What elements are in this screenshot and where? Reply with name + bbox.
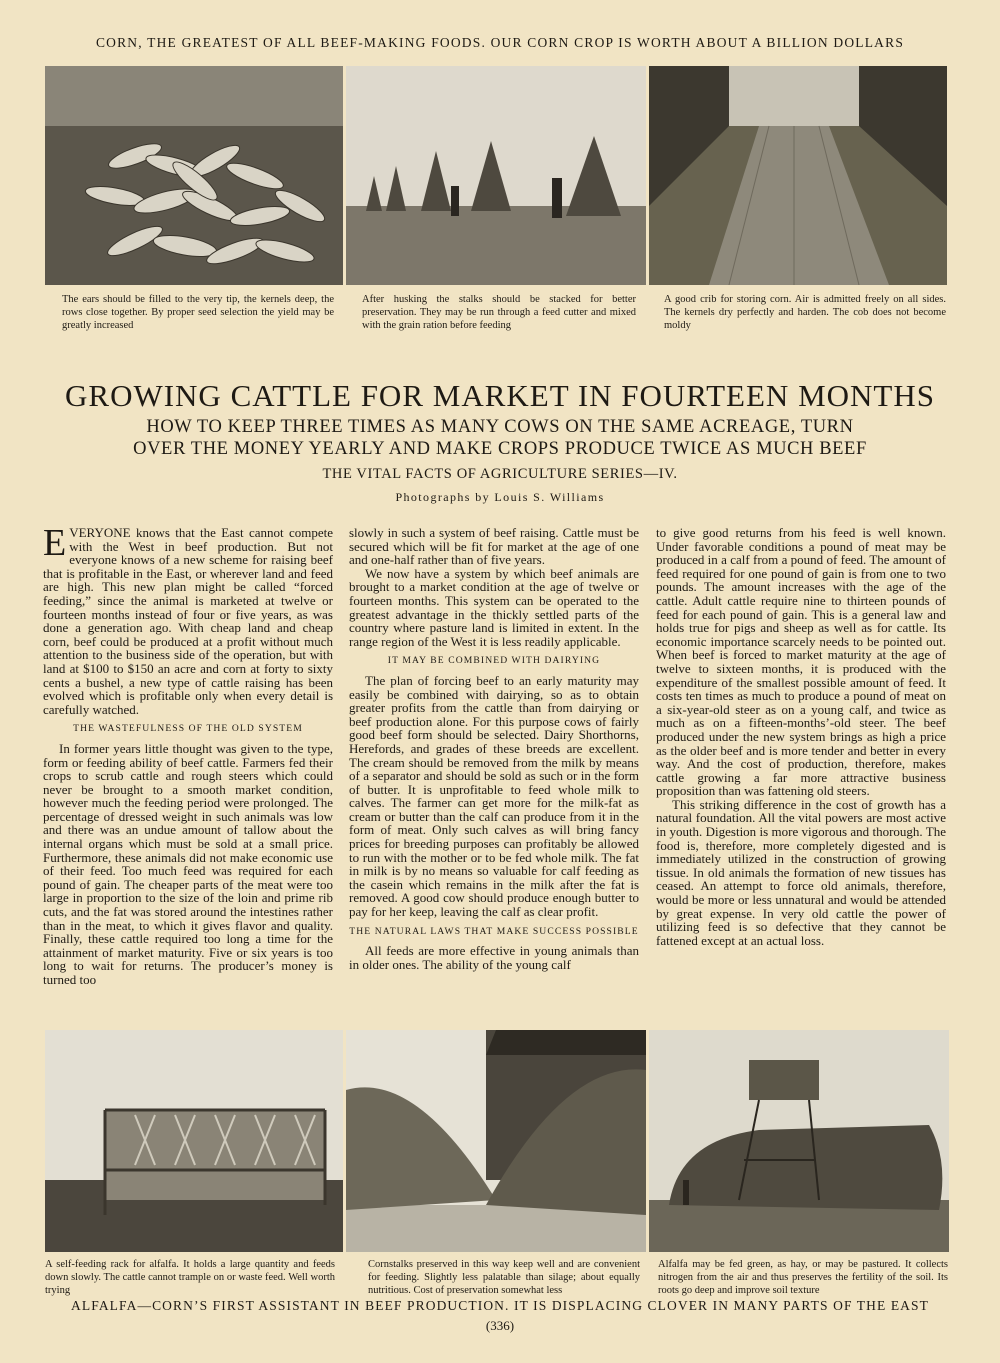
top-banner: CORN, THE GREATEST OF ALL BEEF-MAKING FOODS. OUR CORN CROP IS WORTH ABOUT A BILLION DOLLARS <box>95 35 905 50</box>
photo-cornstalk-stacks <box>346 1030 646 1252</box>
subtitle-line-2: OVER THE MONEY YEARLY AND MAKE CROPS PRODUCE TWICE AS MUCH BEEF <box>133 439 867 459</box>
caption-corn-shocks: After husking the stalks should be stacked for better preservation. They may be run through a feed cutter and mixed with the grain ration before feeding <box>362 294 636 331</box>
page-number: (336) <box>485 1318 515 1333</box>
series-label: THE VITAL FACTS OF AGRICULTURE SERIES—IV. <box>322 466 678 482</box>
section-heading: IT MAY BE COMBINED WITH DAIRYING <box>387 655 601 667</box>
photo-corn-ears <box>45 66 343 285</box>
photo-alfalfa-rack <box>45 1030 343 1252</box>
photo-credit: Photographs by Louis S. Williams <box>395 490 605 504</box>
article-column-3 <box>656 526 946 947</box>
paragraph: to give good returns from his feed is well known. Under favorable conditions a pound of meat may be produced in a calf from a pound of feed. The amount of feed required for one pound of gain is from one to two pounds. The amount increases with the age of the cattle. Adult cattle require nine to thirteen pounds of feed for each pound of gain. This is a general law and holds true for pigs and sheep as well as for cattle. Its economic importance scarcely needs to be pointed out. When beef is forced to market maturity at the age of twelve to sixteen months, it is produced with the expenditure of the smallest possible amount of feed. It costs ten times as much to produce a pound of meat on a six-year-old steer as on a young calf, and twice as much as on a fifteen-months’-old steer. The beef produced under the new system brings as high a price as the older beef and is more tender and better in every way. And the cost of production, therefore, makes cattle growing a far more attractive business proposition than was fattening old steers. <box>656 525 946 799</box>
article-title: GROWING CATTLE FOR MARKET IN FOURTEEN MONTHS <box>65 378 935 413</box>
caption-alfalfa-rack: A self-feeding rack for alfalfa. It holds a large quantity and feeds down slowly. The cattle cannot trample on or waste feed. Well worth trying <box>45 1259 335 1296</box>
bottom-banner: ALFALFA—CORN’S FIRST ASSISTANT IN BEEF PRODUCTION. IT IS DISPLACING CLOVER IN MANY PARTS OF THE EAST <box>71 1298 929 1313</box>
paragraph: slowly in such a system of beef raising. Cattle must be secured which will be fit for market at the age of one and one-half rather than of five years. <box>349 525 639 568</box>
paragraph: The plan of forcing beef to an early maturity may easily be combined with dairying, so as to obtain greater profits from the cattle than from dairying or beef production alone. For this purpose cows of fairly good beef form should be selected. Dairy Shorthorns, Herefords, and grades of these breeds are excellent. The cream should be removed from the milk by means of a separator and should be sold as such or in the form of butter. It is unprofitable to feed whole milk to calves. The farmer can get more for the milk-fat as cream or butter than the calf can produce from it in the form of meat. Only such calves as will bring fancy prices for breeding purposes can profitably be allowed to run with the mother or to be fed whole milk. The fat in milk is by no means so valuable for calf feeding as the casein which remains in the milk after the fat is removed. A good cow should produce enough butter to pay for her keep, leaving the calf as clear profit. <box>349 672 639 920</box>
drop-cap: E <box>43 522 67 564</box>
article-column-2 <box>349 526 639 971</box>
photo-corn-crib <box>649 66 947 285</box>
caption-alfalfa-stack: Alfalfa may be fed green, as hay, or may be pastured. It collects nitrogen from the air and thus preserves the fertility of the soil. Its roots go deep and improve soil texture <box>658 1259 948 1296</box>
caption-corn-ears: The ears should be filled to the very tip, the kernels deep, the rows close together. By proper seed selection the yield may be greatly increased <box>62 294 334 331</box>
paragraph: We now have a system by which beef animals are brought to a market condition at the age of twelve or fourteen months. This system can be operated to the greatest advantage in the thickly settled parts of the country where pasture land is limited in extent. In the range region of the West it is less readily applicable. <box>349 565 639 649</box>
section-heading: THE WASTEFULNESS OF THE OLD SYSTEM <box>73 723 303 735</box>
caption-corn-crib: A good crib for storing corn. Air is admitted freely on all sides. The kernels dry perfectly and harden. The cob does not become moldy <box>664 294 946 331</box>
paragraph: In former years little thought was given to the type, form or feeding ability of beef cattle. Farmers fed their crops to scrub cattle and rough steers which could never be brought to a smooth market condition, however much the feeding period were prolonged. The percentage of dressed weight in such animals was low and there was an undue amount of tallow about the internal organs which must be sold at a small price. Furthermore, these animals did not make economic use of their feed. Too much feed was required for each pound of gain. The cheaper parts of the meat were too large in proportion to the size of the loin and prime rib cuts, and the fat was stored around the intestines rather than in the meat, to which it gives flavor and quality. Finally, these cattle required too long a time for the attainment of market maturity. Five or six years is too long to wait for returns. The producer’s money is turned too <box>43 740 333 987</box>
paragraph: This striking difference in the cost of growth has a natural foundation. All the vital powers are most active in youth. Digestion is more vigorous and thorough. The food is, therefore, more completely digested and is immediately utilized in the construction of growing tissue. In old animals the formation of new tissues has ceased. An attempt to force old animals, therefore, would be more or less unnatural and would be attended by great expense. In very old cattle the power of utilizing feed is so defective that they cannot be fattened except at an actual loss. <box>656 796 946 948</box>
caption-cornstalk-stacks: Cornstalks preserved in this way keep well and are convenient for feeding. Slightly less palatable than silage; about equally nutritious. Cost of preservation somewhat less <box>368 1259 640 1296</box>
subtitle-line-1: HOW TO KEEP THREE TIMES AS MANY COWS ON THE SAME ACREAGE, TURN <box>146 417 854 437</box>
article-column-1 <box>43 522 333 987</box>
photo-corn-shocks <box>346 66 646 285</box>
paragraph: VERYONE knows that the East cannot compete with the West in beef production. But not everyone knows of a new scheme for raising beef that is profitable in the East, or wherever land and feed are high. This new plan might be called “forced feeding,” since the animal is marketed at twelve or fourteen months instead of four or five years, as was done a generation ago. With cheap land and cheap corn, beef could be produced at a profit without much attention to the business side of the operation, but with land at $100 to $150 an acre and corn at forty to sixty cents a bushel, a new type of cattle raising has been evolved which is profitable only when every detail is carefully watched. <box>43 525 333 717</box>
photo-alfalfa-stack <box>649 1030 949 1252</box>
paragraph: All feeds are more effective in young animals than in older ones. The ability of the young calf <box>349 943 639 972</box>
section-heading: THE NATURAL LAWS THAT MAKE SUCCESS POSSIBLE <box>349 925 639 937</box>
